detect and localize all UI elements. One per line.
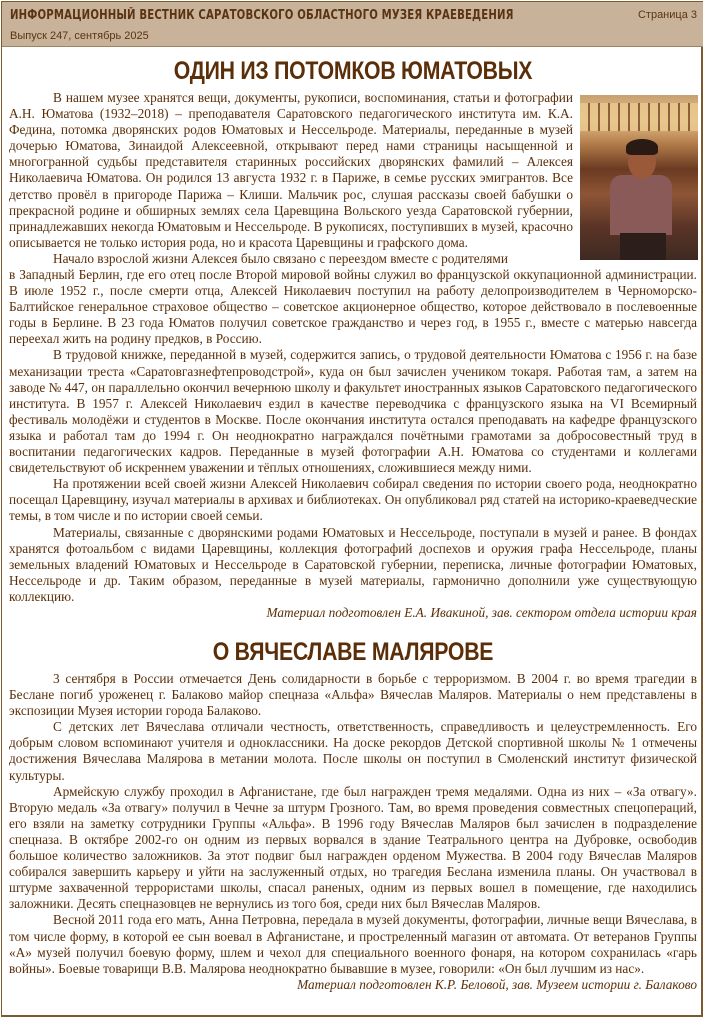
newsletter-title: ИНФОРМАЦИОННЫЙ ВЕСТНИК САРАТОВСКОГО ОБЛАСТНОГО МУЗЕЯ КРАЕВЕДЕНИЯ bbox=[10, 8, 514, 23]
article2-paragraph: Весной 2011 года его мать, Анна Петровна, передала в музей документы, фотографии, личные вещи Вячеслава, в том числе форму, в которой ее сын воевал в Афганистане, и простреленный магазин от автомата. От ветеранов Группы «А» музей получил боевую форму, шлем и чехол для специального военного фонаря, на котором сохранилась «гарь войны». Боевые товарищи В.В. Малярова неоднократно бывавшие в музее, говорили: «Он был лучшим из нас». bbox=[9, 912, 697, 976]
article1-paragraph: В нашем музее хранятся вещи, документы, рукописи, воспоминания, статьи и фотографии А.Н. Юматова (1932–2018) – преподавателя Саратовского педагогического института им. К.А. Федина, потомка дворянских родов Юматовых и Нессельроде. Материалы, переданные в музей дочерью Юматова, Зинаидой Алексеевной, открывают перед нами страницы насыщенной и многогранной судьбы представителя старинных российских дворянских фамилий – Алексея Николаевича Юматова. Он родился 13 августа 1932 г. в Париже, в семье русских эмигрантов. Все детство провёл в пригороде Парижа – Клиши. Мальчик рос, слушая рассказы своей бабушки о прекрасной родине и обширных землях села Царевщина Вольского уезда Саратовской губернии, принадлежавших некогда Юматовым и Нессельроде. В рукописях, поступивших в музей, красочно описывается не только история рода, но и красота Царевщины и графского дома. bbox=[9, 90, 573, 250]
article1-paragraph: в Западный Берлин, где его отец после Второй мировой войны служил во французской оккупационной администрации. В июле 1952 г., после смерти отца, Алексей Николаевич поступил на работу делопроизводителем в Черноморско-Балтийское генеральное страховое общество – советское акционерное общество, которое действовало в послевоенные годы в Берлине. В 23 года Юматов получил советское гражданство и через год, в 1955 г., вместе с матерью навсегда переехал жить на родину предков, в Россию. bbox=[9, 267, 697, 347]
article1-title: ОДИН ИЗ ПОТОМКОВ ЮМАТОВЫХ bbox=[173, 57, 533, 85]
article2-body bbox=[9, 671, 697, 993]
article1-top bbox=[9, 90, 573, 267]
article1-paragraph: На протяжении всей своей жизни Алексей Николаевич собирал сведения по истории своего рода, неоднократно посещал Царевщину, изучал материалы в архивах и библиотеках. Он опубликовал ряд статей на историко-краеведческие темы, в том числе и по истории своей семьи. bbox=[9, 476, 697, 524]
article2-paragraph: Армейскую службу проходил в Афганистане, где был награжден тремя медалями. Одна из них – «За отвагу». Вторую медаль «За отвагу» получил в Чечне за штурм Грозного. Там, во время проведения совместных спецопераций, его взяли на заметку сотрудники Группы «Альфа». В 1996 году Вячеслав Маляров был зачислен в подразделение спецназа. В октябре 2002-го он одним из первых ворвался в здание Театрального центра на Дубровке, освободив большое количество заложников. За этот подвиг был награжден орденом Мужества. В 2004 году Вячеслав Маляров собирался завершить карьеру и уйти на заслуженный отдых, но трагедия Беслана изменила планы. Он участвовал в штурме захваченной террористами школы, спасал раненых, одним из первых вошел в помещение, где находились заложники. Десять спецназовцев не вернулись из того боя, среди них был Вячеслав Маляров. bbox=[9, 783, 697, 912]
issue-label: Выпуск 247, сентябрь 2025 bbox=[10, 30, 149, 42]
article1-paragraph: Материалы, связанные с дворянскими родами Юматовых и Нессельроде, поступали в музей и ранее. В фондах хранятся фотоальбом с видами Царевщины, коллекция фотографий доспехов и оружия графа Нессельроде, планы земельных владений Юматовых и Нессельроде в Саратовской губернии, переписка, личные фотографии Юматовых, Нессельроде и др. Таким образом, переданные в музей материалы, гармонично дополнили уже существующую коллекцию. bbox=[9, 524, 697, 604]
portrait-photo bbox=[580, 95, 698, 260]
article1-signature: Материал подготовлен Е.А. Ивакиной, зав. сектором отдела истории края bbox=[266, 604, 697, 620]
article1-paragraph: Начало взрослой жизни Алексея было связано с переездом вместе с родителями bbox=[53, 250, 508, 266]
article2-paragraph: 3 сентября в России отмечается День солидарности в борьбе с терроризмом. В 2004 г. во время трагедии в Беслане погиб уроженец г. Балаково майор спецназа «Альфа» Вячеслав Маляров. Материалы о нем представлены в экспозиции Музея истории города Балаково. bbox=[9, 671, 697, 719]
masthead bbox=[2, 2, 703, 47]
article2-paragraph: С детских лет Вячеслава отличали честность, ответственность, справедливость и целеустремленность. Его добрым словом вспоминают учителя и одноклассники. На доске рекордов Детской спортивной школы № 1 отмечены достижения Вячеслава Малярова в метании молота. После школы он поступил в Смоленский институт физической культуры. bbox=[9, 719, 697, 783]
article2-title: О ВЯЧЕСЛАВЕ МАЛЯРОВЕ bbox=[212, 638, 494, 666]
page-number: Страница 3 bbox=[637, 9, 697, 21]
article2-signature: Материал подготовлен К.Р. Беловой, зав. Музеем истории г. Балаково bbox=[297, 976, 697, 992]
article1-paragraph: В трудовой книжке, переданной в музей, содержится запись, о трудовой деятельности Юматова с 1956 г. на базе механизации треста «Саратовгазнефтепроводстрой», куда он был зачислен учеником токаря. Работая там, а затем на заводе № 447, он параллельно окончил вечернюю школу и факультет иностранных языков Саратовского педагогического института. В 1957 г. Алексей Николаевич ездил в качестве переводчика с французского языка на VI Всемирный фестиваль молодёжи и студентов в Москве. После окончания института остался преподавать на кафедре французского языка и работал там до 1994 г. Он неоднократно награждался почётными грамотами за добросовестный труд в воспитании педагогических кадров. Переданные в музей фотографии А.Н. Юматова со студентами и коллегами свидетельствуют об искреннем уважении и тёплых отношениях, сложившиеся между ними. bbox=[9, 347, 697, 476]
article1-body bbox=[9, 267, 697, 621]
